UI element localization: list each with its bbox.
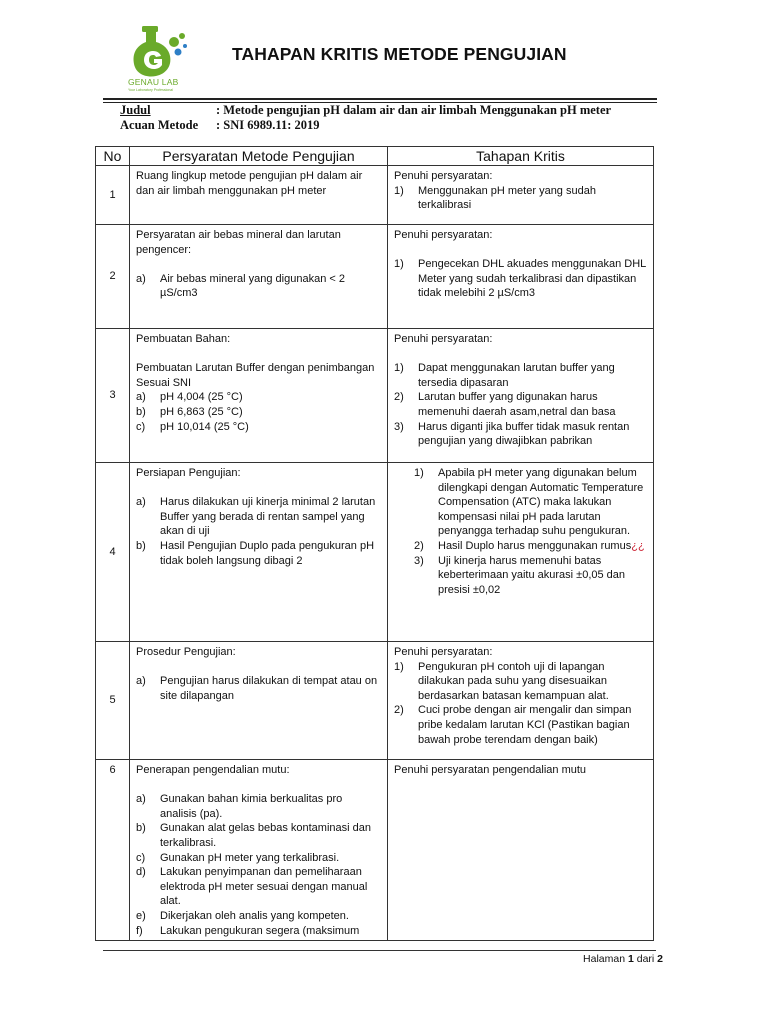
header-no: No	[96, 147, 130, 166]
logo-wordmark: GENAU LAB	[128, 77, 179, 87]
current-page: 1	[627, 953, 634, 965]
critical-intro: Penuhi persyaratan:	[394, 333, 493, 345]
list-item: d) Lakukan penyimpanan dan pemeliharaan elektroda pH meter sesuai dengan manual alat.	[136, 866, 368, 908]
requirement-cell	[130, 166, 388, 225]
judul-line	[120, 103, 611, 118]
header-rule-top	[103, 98, 657, 100]
logo-tagline: Your Laboratory Professional	[128, 88, 174, 92]
list-item: a) Air bebas mineral yang digunakan < 2 µS/cm3	[136, 272, 345, 300]
requirement-intro: Pembuatan Bahan:	[136, 333, 231, 345]
genau-lab-logo	[130, 24, 192, 100]
list-item: 1) Apabila pH meter yang digunakan belum dilengkapi dengan Automatic Temperature Compensation (ATC) maka lakukan kompensasi nilai pH pada larutan penyangga terhadap suhu pengukuran.	[414, 467, 644, 538]
list-item: 1) Pengecekan DHL akuades menggunakan DHL Meter yang sudah terkalibrasi dan dipastikan tidak melebihi 2 µS/cm3	[394, 258, 646, 300]
acuan-line	[120, 118, 319, 133]
critical-intro: Penuhi persyaratan:	[394, 646, 493, 658]
judul-label: Judul	[120, 103, 151, 117]
table-row	[96, 225, 654, 329]
document-title: TAHAPAN KRITIS METODE PENGUJIAN	[232, 44, 567, 64]
table-header-row	[96, 147, 654, 166]
header-critical-steps: Tahapan Kritis	[388, 147, 654, 166]
row-number: 5	[96, 642, 130, 760]
requirement-intro: Persiapan Pengujian:	[136, 467, 241, 479]
list-item: 3) Uji kinerja harus memenuhi batas keberterimaan yaitu akurasi ±0,05 dan presisi ±0,02	[414, 554, 626, 596]
requirement-subtext: Pembuatan Larutan Buffer dengan penimbangan Sesuai SNI	[136, 362, 375, 389]
requirement-intro: Penerapan pengendalian mutu:	[136, 764, 290, 776]
broken-formula-glyph: ¿¿	[631, 539, 645, 552]
critical-cell	[388, 329, 654, 463]
table-row	[96, 463, 654, 642]
list-item: a) Gunakan bahan kimia berkualitas pro analisis (pa).	[136, 793, 343, 820]
row-number: 3	[96, 329, 130, 463]
list-item: c) pH 10,014 (25 °C)	[136, 420, 249, 433]
list-item: a) Harus dilakukan uji kinerja minimal 2 larutan Buffer yang berada di rentan sampel yang akan di uji	[136, 496, 376, 538]
list-item: 2) Larutan buffer yang digunakan harus memenuhi daerah asam,netral dan basa	[394, 391, 616, 418]
requirement-cell	[130, 329, 388, 463]
critical-cell	[388, 760, 654, 941]
total-pages: 2	[657, 953, 663, 965]
critical-intro: Penuhi persyaratan:	[394, 170, 493, 182]
critical-cell	[388, 225, 654, 329]
acuan-value: : SNI 6989.11: 2019	[216, 118, 320, 132]
list-item: f) Lakukan pengukuran segera (maksimum	[136, 924, 360, 937]
requirement-cell	[130, 642, 388, 760]
page-footer	[583, 953, 663, 965]
footer-rule	[103, 950, 656, 951]
list-item: 2) Cuci probe dengan air mengalir dan simpan pribe kedalam larutan KCl (Pastikan bagian bawah probe terendam dengan baik)	[394, 704, 632, 746]
requirement-cell	[130, 463, 388, 642]
list-item: 1) Pengukuran pH contoh uji di lapangan dilakukan pada suhu yang disesuaikan berdasarkan batasan kemampuan alat.	[394, 660, 609, 702]
critical-cell	[388, 642, 654, 760]
requirement-intro: Prosedur Pengujian:	[136, 646, 236, 658]
critical-steps-table	[95, 146, 654, 941]
critical-cell	[388, 463, 654, 642]
list-item: a) Pengujian harus dilakukan di tempat atau on site dilapangan	[136, 675, 378, 702]
header-requirement: Persyaratan Metode Pengujian	[130, 147, 388, 166]
critical-intro: Penuhi persyaratan:	[394, 229, 493, 241]
row-number: 6	[96, 760, 130, 941]
requirement-cell	[130, 760, 388, 941]
list-item: e) Dikerjakan oleh analis yang kompeten.	[136, 909, 349, 922]
table-row	[96, 329, 654, 463]
table-row	[96, 166, 654, 225]
requirement-text: Ruang lingkup metode pengujian pH dalam air dan air limbah menggunakan pH meter	[136, 170, 363, 197]
row-number: 4	[96, 463, 130, 642]
row-number: 1	[96, 166, 130, 225]
critical-intro: Penuhi persyaratan pengendalian mutu	[394, 764, 587, 776]
list-item: a) pH 4,004 (25 °C)	[136, 391, 243, 404]
judul-value: : Metode pengujian pH dalam air dan air limbah Menggunakan pH meter	[216, 103, 612, 117]
list-item: 2) Hasil Duplo harus menggunakan rumus¿¿	[414, 539, 645, 552]
requirement-intro: Persyaratan air bebas mineral dan larutan pengencer:	[136, 229, 341, 256]
list-item: c) Gunakan pH meter yang terkalibrasi.	[136, 851, 340, 864]
list-item: 1) Dapat menggunakan larutan buffer yang tersedia dipasaran	[394, 362, 615, 389]
critical-cell	[388, 166, 654, 225]
footer-prefix: Halaman	[583, 953, 628, 965]
row-number: 2	[96, 225, 130, 329]
list-item: 1) Menggunakan pH meter yang sudah terkalibrasi	[394, 184, 596, 212]
list-item: b) pH 6,863 (25 °C)	[136, 405, 243, 418]
list-item: b) Gunakan alat gelas bebas kontaminasi dan terkalibrasi.	[136, 822, 371, 849]
requirement-cell	[130, 225, 388, 329]
list-item: 3) Harus diganti jika buffer tidak masuk rentan pengujian yang diwajibkan pabrikan	[394, 420, 630, 448]
list-item: b) Hasil Pengujian Duplo pada pengukuran pH tidak boleh langsung dibagi 2	[136, 539, 375, 567]
acuan-label: Acuan Metode	[120, 118, 199, 132]
table-row	[96, 642, 654, 760]
table-row	[96, 760, 654, 941]
footer-mid: dari	[633, 953, 658, 965]
